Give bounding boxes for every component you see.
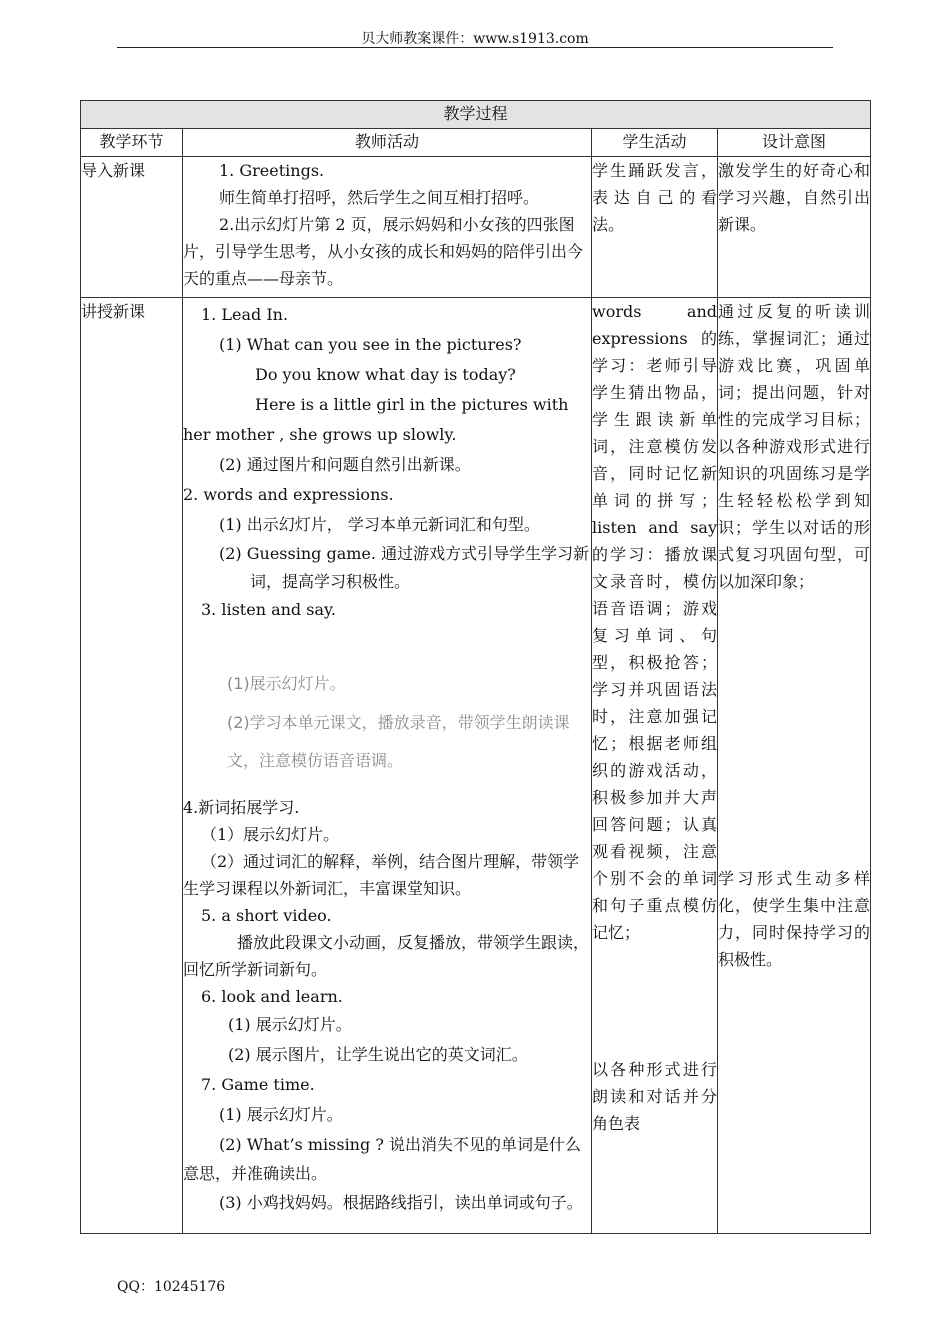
teacher-line: (1) What can you see in the pictures? (219, 335, 522, 354)
teacher-line: 2.出示幻灯片第 2 页，展示妈妈和小女孩的四张图片，引导学生思考，从小女孩的成长和妈妈的陪伴引出今天的重点——母亲节。 (183, 215, 584, 288)
teacher-activity-cell (183, 298, 592, 1234)
teacher-activity-cell (183, 157, 592, 298)
student-activity-text: words and expressions 的学习：老师引导学生猜出物品，学生跟读新单词，注意模仿发音，同时记忆新单词的拼写； listen and say 的学习：播放课文录音时，模仿语音语调；游戏复习单词、句型，积极抢答；学习并巩固语法时，注意加强记忆；根据老师组织的游戏活动，积极参加并大声回答问题；认真观看视频，注意个别不会的单词和句子重点模仿记忆； (592, 302, 717, 942)
teacher-line: 6. look and learn. (201, 987, 343, 1006)
teacher-line: (2) 展示图片，让学生说出它的英文词汇。 (228, 1045, 528, 1064)
design-intent-text: 通过反复的听读训练，掌握词汇；通过游戏比赛，巩固单词；提出问题，针对性的完成学习目标；以各种游戏形式进行知识的巩固练习是学生轻轻松松学到知识；学生以对话的形式复习巩固句型，可以加深印象； (718, 302, 871, 591)
teacher-line: 1. Greetings. (219, 161, 325, 180)
teacher-line: Do you know what day is today? (255, 365, 516, 384)
teacher-line: (1) 出示幻灯片， 学习本单元新词汇和句型。 (219, 515, 540, 534)
table-row (81, 298, 871, 1234)
teacher-line: (1) 展示幻灯片。 (228, 1015, 352, 1034)
student-activity-cell: 学生踊跃发言，表达自己的看法。 (592, 157, 718, 298)
teacher-line: 2. words and expressions. (183, 485, 394, 504)
stage-cell: 讲授新课 (81, 298, 183, 1234)
page-footer: QQ：10245176 (117, 1279, 226, 1295)
teacher-line: 7. Game time. (201, 1075, 315, 1094)
teacher-line: 4.新词拓展学习. (183, 798, 300, 817)
teacher-line: (3) 小鸡找妈妈。根据路线指引，读出单词或句子。 (219, 1193, 583, 1212)
teacher-line: （1）展示幻灯片。 (201, 825, 340, 844)
student-activity-text: 以各种形式进行朗读和对话并分角色表 (592, 1060, 717, 1133)
design-intent-text: 学习形式生动多样化，使学生集中注意力，同时保持学习的积极性。 (718, 869, 871, 969)
header-rule (117, 47, 833, 48)
stage-cell: 导入新课 (81, 157, 183, 298)
teacher-line: （2）通过词汇的解释，举例，结合图片理解，带领学生学习课程以外新词汇，丰富课堂知识。 (183, 852, 580, 898)
lesson-process-table (80, 100, 871, 1234)
table-title: 教学过程 (81, 101, 871, 129)
teacher-line: (2) Guessing game. 通过游戏方式引导学生学习新词，提高学习积极性。 (219, 544, 590, 591)
teacher-line: (2) 通过图片和问题自然引出新课。 (219, 455, 471, 474)
teacher-line: (2) What’s missing ? 说出消失不见的单词是什么意思，并准确读出。 (183, 1135, 581, 1183)
student-activity-cell (592, 298, 718, 1234)
teacher-line: 师生简单打招呼，然后学生之间互相打招呼。 (219, 188, 540, 207)
teacher-line: 5. a short video. (201, 906, 332, 925)
design-intent-cell: 激发学生的好奇心和学习兴趣，自然引出新课。 (718, 157, 871, 298)
image-text-line: (1)展示幻灯片。 (227, 674, 346, 693)
column-header-teacher: 教师活动 (183, 129, 592, 157)
table-row (81, 157, 871, 298)
page-header: 贝大师教案课件：www.s1913.com (361, 31, 589, 47)
teacher-line: 1. Lead In. (201, 305, 289, 324)
column-header-stage: 教学环节 (81, 129, 183, 157)
image-text-line: (2)学习本单元课文，播放录音，带领学生朗读课文，注意模仿语音语调。 (227, 713, 570, 770)
design-intent-cell (718, 298, 871, 1234)
teacher-line: 3. listen and say. (201, 600, 337, 619)
teacher-line: (1) 展示幻灯片。 (219, 1105, 343, 1124)
column-header-intent: 设计意图 (718, 129, 871, 157)
column-header-student: 学生活动 (592, 129, 718, 157)
teacher-line: Here is a little girl in the pictures with her mother , she grows up slowly. (183, 395, 569, 444)
embedded-screenshot (183, 624, 591, 794)
teacher-line: 播放此段课文小动画，反复播放，带领学生跟读，回忆所学新词新句。 (183, 933, 590, 979)
